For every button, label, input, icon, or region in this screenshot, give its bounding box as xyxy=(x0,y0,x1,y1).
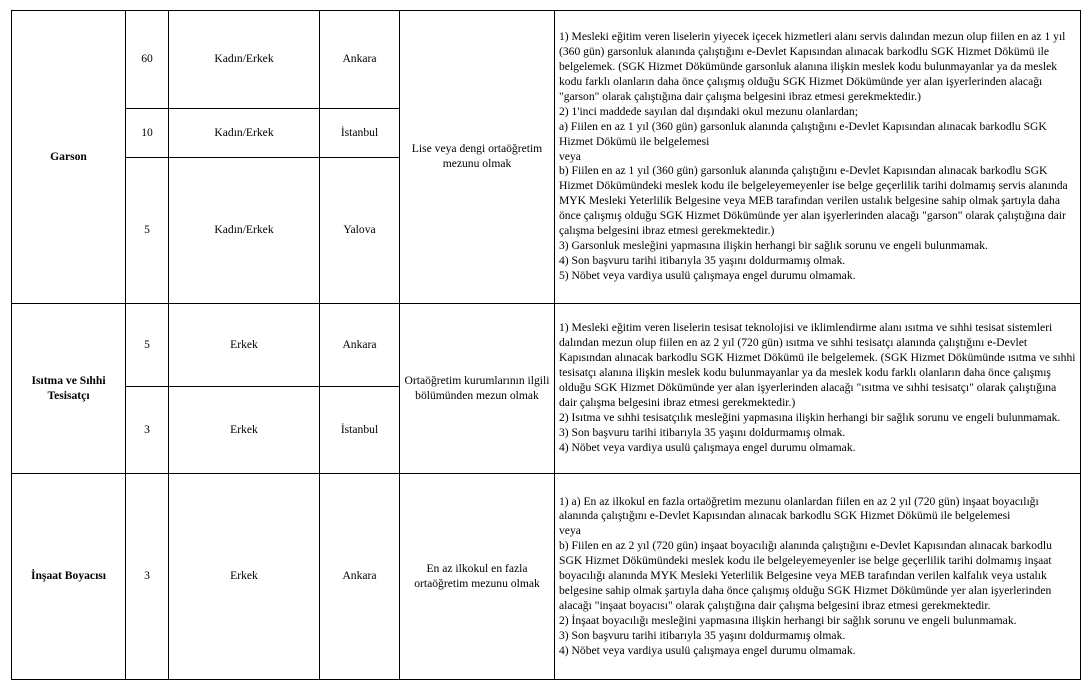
requirement-item: 3) Garsonluk mesleğini yapmasına ilişkin herhangi bir sağlık sorunu ve engeli bulunmamak. xyxy=(559,238,988,252)
requirement-item: 2) 1'inci maddede sayılan dal dışındaki okul mezunu olanlardan; xyxy=(559,104,858,118)
count-cell: 5 xyxy=(126,304,169,387)
gender-cell: Erkek xyxy=(169,304,320,387)
city-cell: Ankara xyxy=(320,474,400,680)
requirement-item: 3) Son başvuru tarihi itibarıyla 35 yaşını doldurmamış olmak. xyxy=(559,425,846,439)
requirement-item: 2) İnşaat boyacılığı mesleğini yapmasına ilişkin herhangi bir sağlık sorunu ve engeli bulunmamak. xyxy=(559,613,1017,627)
city-cell: Yalova xyxy=(320,158,400,304)
gender-cell: Erkek xyxy=(169,387,320,474)
requirement-item: 4) Nöbet veya vardiya usulü çalışmaya engel durumu olmamak. xyxy=(559,440,856,454)
requirement-item: 2) Isıtma ve sıhhi tesisatçılık mesleğini yapmasına ilişkin herhangi bir sağlık sorunu ve engeli bulunmamak. xyxy=(559,410,1061,424)
requirement-item: 1) Mesleki eğitim veren liselerin tesisat teknolojisi ve iklimlendirme alanı ısıtma ve sıhhi tesisat sistemleri dalından mezun olup fiilen en az 2 yıl (720 gün) ısıtma ve sıhhi tesisatçı alanında çalıştığını e-Devlet Kapısından alınacak barkodlu SGK Hizmet Dökümü ile belgelemek. (SGK Hizmet Dökümünde ısıtma ve sıhhi tesisatçı alanına ilişkin meslek kodu bulunmayanlar ya da meslek kodu farklı olanların daha önce çalışmış olduğu SGK Hizmet Dökümünde yer alan işyerlerinden alacağı "ısıtma ve sıhhi tesisatçı" olarak çalıştığına dair çalışma belgesini ibraz etmesi gerekmektedir.) xyxy=(559,321,1076,409)
gender-cell: Kadın/Erkek xyxy=(169,109,320,158)
job-requirements-table xyxy=(11,10,1081,680)
requirement-item: 5) Nöbet veya vardiya usulü çalışmaya engel durumu olmamak. xyxy=(559,268,856,282)
table-row-boyaci-ankara xyxy=(12,474,1081,680)
requirement-item: 1) Mesleki eğitim veren liselerin yiyecek içecek hizmetleri alanı servis dalından mezun olup fiilen en az 1 yıl (360 gün) garsonluk alanında çalıştığını e-Devlet Kapısından alınacak barkodlu SGK Hizmet Dökümü ile belgelemek. (SGK Hizmet Dökümünde garsonluk alanına ilişkin meslek kodu bulunmayanlar ya da meslek kodu farklı olanların daha önce çalışmış olduğu SGK Hizmet Dökümünde yer alan işyerlerinden alacağı "garson" olarak çalıştığına dair çalışma belgesini ibraz etmesi gerekmektedir.) xyxy=(559,30,1066,103)
city-cell: İstanbul xyxy=(320,109,400,158)
requirement-item: b) Fiilen en az 2 yıl (720 gün) inşaat boyacılığı alanında çalıştığını e-Devlet Kapısından alınacak barkodlu SGK Hizmet Dökümündeki meslek kodu ile belgeleyemeyenler ise belge geçerlilik tarihi dolmamış inşaat boyacılığı alanında MYK Mesleki Yeterlilik Belgesine veya MEB tarafından verilen kalfalık veya ustalık belgesine sahip olmak şartıyla daha önce çalışmış olduğu SGK Hizmet Dökümünde yer alan işyerlerinden alacağı "inşaat boyacısı" olarak çalıştığına dair çalışma belgesini ibraz etmesi gerekmektedir. xyxy=(559,539,1052,612)
education-cell-boyaci: En az ilkokul en fazla ortaöğretim mezunu olmak xyxy=(400,474,555,680)
requirements-cell-boyaci xyxy=(555,474,1081,680)
gender-cell: Kadın/Erkek xyxy=(169,158,320,304)
job-title-boyaci: İnşaat Boyacısı xyxy=(12,474,126,680)
job-title-tesisatci: Isıtma ve Sıhhi Tesisatçı xyxy=(12,304,126,474)
city-cell: İstanbul xyxy=(320,387,400,474)
requirement-item: veya xyxy=(559,149,581,163)
city-cell: Ankara xyxy=(320,304,400,387)
requirement-item: veya xyxy=(559,524,581,538)
requirement-item: 1) a) En az ilkokul en fazla ortaöğretim mezunu olanlardan fiilen en az 2 yıl (720 gün) inşaat boyacılığı alanında çalıştığını e-Devlet Kapısından alınacak barkodlu SGK Hizmet Dökümü ile belgelemesi xyxy=(559,494,1039,523)
requirement-item: a) Fiilen en az 1 yıl (360 gün) garsonluk alanında çalıştığını e-Devlet Kapısından alınacak barkodlu SGK Hizmet Dökümü ile belgelemesi xyxy=(559,119,1047,148)
requirements-cell-garson xyxy=(555,11,1081,304)
count-cell: 3 xyxy=(126,387,169,474)
table-row-tesisatci-ankara xyxy=(12,304,1081,387)
count-cell: 10 xyxy=(126,109,169,158)
requirements-cell-tesisatci xyxy=(555,304,1081,474)
requirement-item: 4) Son başvuru tarihi itibarıyla 35 yaşını doldurmamış olmak. xyxy=(559,253,846,267)
gender-cell: Kadın/Erkek xyxy=(169,11,320,109)
count-cell: 5 xyxy=(126,158,169,304)
job-title-garson: Garson xyxy=(12,11,126,304)
table-row-garson-ankara xyxy=(12,11,1081,109)
requirement-item: 4) Nöbet veya vardiya usulü çalışmaya engel durumu olmamak. xyxy=(559,643,856,657)
requirement-item: 3) Son başvuru tarihi itibarıyla 35 yaşını doldurmamış olmak. xyxy=(559,628,846,642)
count-cell: 60 xyxy=(126,11,169,109)
education-cell-garson: Lise veya dengi ortaöğretim mezunu olmak xyxy=(400,11,555,304)
gender-cell: Erkek xyxy=(169,474,320,680)
city-cell: Ankara xyxy=(320,11,400,109)
count-cell: 3 xyxy=(126,474,169,680)
education-cell-tesisatci: Ortaöğretim kurumlarının ilgili bölümünden mezun olmak xyxy=(400,304,555,474)
requirement-item: b) Fiilen en az 1 yıl (360 gün) garsonluk alanında çalıştığını e-Devlet Kapısından alınacak barkodlu SGK Hizmet Dökümündeki meslek kodu ile belgeleyemeyenler ise belge geçerlilik tarihi dolmamış servis alanında MYK Mesleki Yeterlilik Belgesine veya MEB tarafından verilen ustalık belgesine sahip olmak şartıyla daha önce çalışmış olduğu SGK Hizmet Dökümünde yer alan işyerlerinden alacağı "garson" olarak çalıştığına dair çalışma belgesini ibraz etmesi gerekmektedir.) xyxy=(559,164,1068,238)
